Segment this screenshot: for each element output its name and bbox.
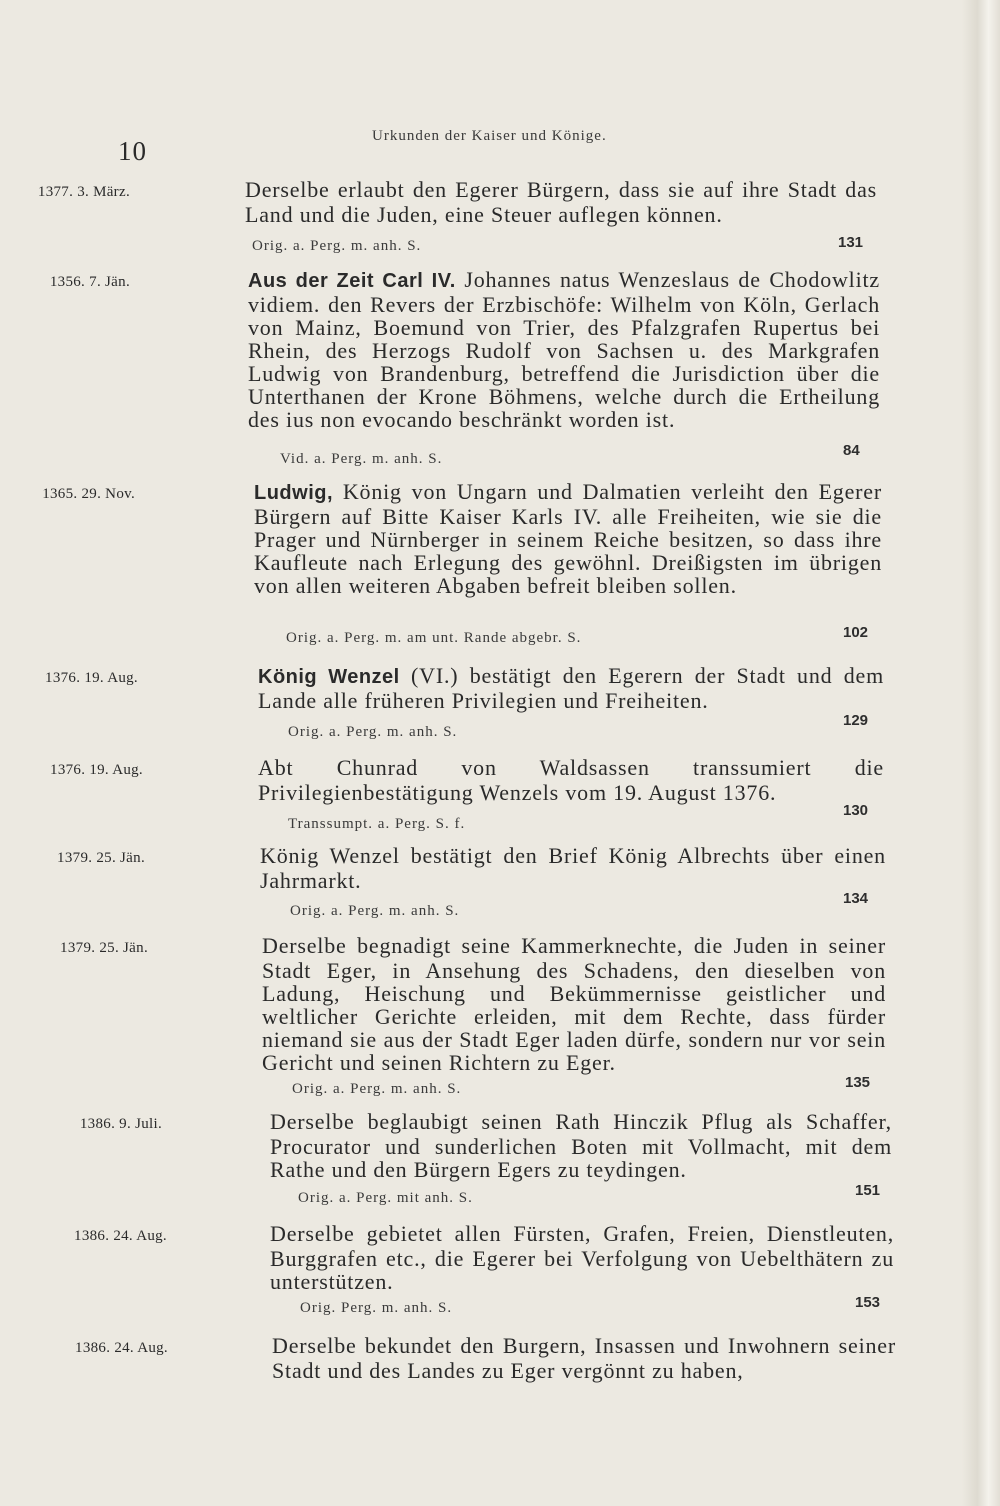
entry-text <box>245 178 877 226</box>
entry-lead: Ludwig, <box>254 482 334 504</box>
entry-date: 1379. 25. Jän. <box>57 850 145 866</box>
entry-source: Orig. a. Perg. m. anh. S. <box>252 238 422 254</box>
entry-text <box>254 480 882 597</box>
entry-source: Orig. a. Perg. m. anh. S. <box>288 724 458 740</box>
document-number: 134 <box>843 890 869 907</box>
entry-text <box>258 664 884 712</box>
entry-source: Orig. a. Perg. m. anh. S. <box>292 1081 462 1097</box>
entry-date: 1365. 29. Nov. <box>42 486 135 502</box>
entry-body: Derselbe gebietet allen Fürsten, Grafen, Freien, Dienstleuten, Burggrafen etc., die Egerer bei Verfolgung von Uebelthätern zu unterstützen. <box>270 1221 894 1294</box>
entry-body: Derselbe begnadigt seine Kammerknechte, die Juden in seiner Stadt Eger, in Ansehung des Schadens, den dieselben von Ladung, Heischung und Bekümmernisse geistlicher und weltlicher Gerichte erleiden, mit dem Rechte, dass fürder niemand sie aus der Stadt Eger laden dürfe, sondern nur vor sein Gericht und seinen Richtern zu Eger. <box>262 933 886 1075</box>
page-edge-shadow <box>962 0 1000 1506</box>
entry-text <box>270 1222 894 1293</box>
document-number: 84 <box>843 442 860 459</box>
entry-source: Orig. a. Perg. mit anh. S. <box>298 1190 473 1206</box>
entry-lead: Aus der Zeit Carl IV. <box>248 270 456 292</box>
entry-text <box>272 1334 896 1382</box>
entry-date: 1377. 3. März. <box>37 184 130 200</box>
document-number: 151 <box>855 1182 881 1199</box>
entry-body: Derselbe beglaubigt seinen Rath Hinczik Pflug als Schaffer, Procurator und sunderlichen Boten mit Vollmacht, mit dem Rathe und den Bürgern Egers zu teydingen. <box>270 1109 892 1182</box>
entry-date: 1386. 24. Aug. <box>75 1340 168 1356</box>
entry-text <box>248 268 880 431</box>
entry-text <box>270 1110 892 1181</box>
entry-date: 1376. 19. Aug. <box>50 762 143 778</box>
entry-source: Orig. a. Perg. m. am unt. Rande abgebr. S. <box>286 630 582 646</box>
entry-body: Derselbe erlaubt den Egerer Bürgern, dass sie auf ihre Stadt das Land und die Juden, eine Steuer auflegen können. <box>245 177 877 227</box>
entry-body: Abt Chunrad von Waldsassen transsumiert die Privilegienbestätigung Wenzels vom 19. August 1376. <box>258 755 884 805</box>
entry-source: Orig. Perg. m. anh. S. <box>300 1300 453 1316</box>
entry-date: 1379. 25. Jän. <box>60 940 148 956</box>
entry-date: 1356. 7. Jän. <box>49 274 130 290</box>
document-number: 130 <box>843 802 869 819</box>
entry-body: Johannes natus Wenzeslaus de Chodowlitz vidiem. den Revers der Erzbischöfe: Wilhelm von Köln, Gerlach von Mainz, Boemund von Trier, des Pfalzgrafen Rupertus bei Rhein, des Herzogs Rudolf von Sachsen u. des Markgrafen Ludwig von Brandenburg, betreffend die Jurisdiction über die Unterthanen der Krone Böhmens, welche durch die Ertheilung des ius non evocando beschränkt worden ist. <box>248 267 880 432</box>
document-number: 102 <box>843 624 869 641</box>
entry-lead: König Wenzel <box>258 666 400 688</box>
entry-body: Derselbe bekundet den Burgern, Insassen und Inwohnern seiner Stadt und des Landes zu Eger vergönnt zu haben, <box>272 1333 896 1383</box>
entry-text <box>262 934 886 1074</box>
entry-date: 1386. 24. Aug. <box>74 1228 167 1244</box>
page-number: 10 <box>118 136 147 166</box>
entry-source: Transsumpt. a. Perg. S. f. <box>288 816 466 832</box>
running-head: Urkunden der Kaiser und Könige. <box>372 128 607 144</box>
document-number: 135 <box>845 1074 871 1091</box>
entry-date: 1386. 9. Juli. <box>79 1116 162 1132</box>
entry-source: Vid. a. Perg. m. anh. S. <box>280 451 443 467</box>
entry-text <box>260 844 886 892</box>
entry-text <box>258 756 884 804</box>
entry-body: König Wenzel bestätigt den Brief König Albrechts über einen Jahrmarkt. <box>260 843 886 893</box>
entry-date: 1376. 19. Aug. <box>45 670 138 686</box>
document-number: 153 <box>855 1294 881 1311</box>
entry-source: Orig. a. Perg. m. anh. S. <box>290 903 460 919</box>
document-number: 129 <box>843 712 869 729</box>
entry-body: König von Ungarn und Dalmatien verleiht den Egerer Bürgern auf Bitte Kaiser Karls IV. alle Freiheiten, wie sie die Prager und Nürnberger in seinem Reiche besitzen, so dass ihre Kaufleute nach Erlegung des gewöhnl. Dreißigsten im übrigen von allen weiteren Abgaben befreit bleiben sollen. <box>254 479 882 598</box>
document-number: 131 <box>838 234 864 251</box>
entry-body: (VI.) bestätigt den Egerern der Stadt und dem Lande alle früheren Privilegien und Freiheiten. <box>258 663 884 713</box>
